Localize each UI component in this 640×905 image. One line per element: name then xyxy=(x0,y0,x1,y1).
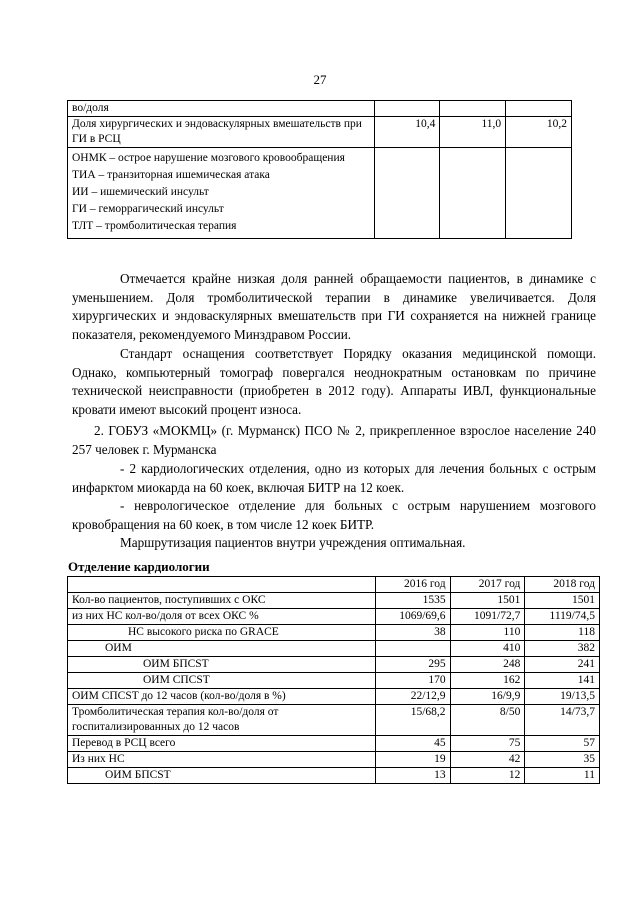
abbreviation: ИИ – ишемический инсульт xyxy=(72,186,209,198)
value-cell: 162 xyxy=(450,673,525,689)
table-row xyxy=(68,752,600,768)
empty-cell xyxy=(440,148,506,239)
value-cell: 14/73,7 xyxy=(525,705,600,736)
table-row xyxy=(68,768,600,784)
value-cell: 11,0 xyxy=(440,117,506,148)
table-row xyxy=(68,641,600,657)
empty-cell xyxy=(374,148,440,239)
section-heading: Отделение кардиологии xyxy=(68,559,210,574)
value-cell xyxy=(375,641,450,657)
value-cell: 410 xyxy=(450,641,525,657)
abbreviation: ОНМК – острое нарушение мозгового кровообращения xyxy=(72,152,345,164)
paragraph-early-admission: Отмечается крайне низкая доля ранней обращаемости пациентов, в динамике с уменьшением. Доля тромболитической терапии в динамике увеличивается. Доля хирургических и эндоваскулярных вмешательств при ГИ сохраняется на нижней границе показателя, рекомендуемого Минздравом России. xyxy=(72,271,596,342)
table-row xyxy=(68,657,600,673)
value-cell: 1501 xyxy=(525,593,600,609)
row-label: ОИМ xyxy=(68,641,376,657)
row-label: Тромболитическая терапия кол-во/доля от госпитализированных до 12 часов xyxy=(68,705,376,736)
paragraph-neurology-department: - неврологическое отделение для больных с острым нарушением мозгового кровобращения на 60 коек, в том числе 12 коек БИТР. xyxy=(72,498,596,532)
table-row xyxy=(68,117,572,148)
value-cell: 1501 xyxy=(450,593,525,609)
paragraph-equipment: Стандарт оснащения соответствует Порядку оказания медицинской помощи. Однако, компьютерный томограф повергался неоднократным остановкам по причине технической неисправности (приобретен в 2012 году). Аппараты ИВЛ, функциональные кровати имеют высокий процент износа. xyxy=(72,346,596,417)
value-cell: 295 xyxy=(375,657,450,673)
value-cell: 170 xyxy=(375,673,450,689)
cardiology-table xyxy=(67,576,600,784)
value-cell: 35 xyxy=(525,752,600,768)
paragraph-cardiology-departments: - 2 кардиологических отделения, одно из которых для лечения больных с острым инфарктом миокарда на 60 коек, включая БИТР на 12 коек. xyxy=(72,461,596,495)
table-row xyxy=(68,673,600,689)
table-row xyxy=(68,736,600,752)
table-row xyxy=(68,705,600,736)
value-cell: 10,2 xyxy=(506,117,572,148)
row-label: во/доля xyxy=(68,101,375,117)
row-label: НС высокого риска по GRACE xyxy=(68,625,376,641)
table-row xyxy=(68,609,600,625)
empty-cell xyxy=(506,148,572,239)
table-row xyxy=(68,593,600,609)
value-cell: 141 xyxy=(525,673,600,689)
paragraph-hospital-2: 2. ГОБУЗ «МОКМЦ» (г. Мурманск) ПСО № 2, прикрепленное взрослое население 240 257 человек г. Мурманска xyxy=(72,423,596,457)
header-cell: 2017 год xyxy=(450,577,525,593)
value-cell xyxy=(506,101,572,117)
abbreviation: ГИ – геморрагический инсульт xyxy=(72,203,224,215)
value-cell: 118 xyxy=(525,625,600,641)
row-label: Доля хирургических и эндоваскулярных вмешательств при ГИ в РСЦ xyxy=(68,117,375,148)
value-cell xyxy=(440,101,506,117)
abbreviations-cell xyxy=(68,148,375,239)
abbreviation: ТИА – транзиторная ишемическая атака xyxy=(72,169,270,181)
value-cell: 13 xyxy=(375,768,450,784)
value-cell: 382 xyxy=(525,641,600,657)
value-cell: 1119/74,5 xyxy=(525,609,600,625)
value-cell: 1091/72,7 xyxy=(450,609,525,625)
page-number: 27 xyxy=(313,72,327,87)
value-cell: 110 xyxy=(450,625,525,641)
paragraph-routing: Маршрутизация пациентов внутри учреждения оптимальная. xyxy=(120,535,466,550)
value-cell: 241 xyxy=(525,657,600,673)
value-cell: 19/13,5 xyxy=(525,689,600,705)
header-cell: 2016 год xyxy=(375,577,450,593)
value-cell: 1535 xyxy=(375,593,450,609)
value-cell: 75 xyxy=(450,736,525,752)
value-cell: 8/50 xyxy=(450,705,525,736)
row-label: Кол-во пациентов, поступивших с ОКС xyxy=(68,593,376,609)
table-row xyxy=(68,689,600,705)
abbreviation: ТЛТ – тромболитическая терапия xyxy=(72,220,237,232)
abbreviations-row xyxy=(68,148,572,239)
value-cell: 57 xyxy=(525,736,600,752)
value-cell: 248 xyxy=(450,657,525,673)
row-label: Перевод в РСЦ всего xyxy=(68,736,376,752)
row-label: из них НС кол-во/доля от всех ОКС % xyxy=(68,609,376,625)
value-cell: 42 xyxy=(450,752,525,768)
value-cell: 15/68,2 xyxy=(375,705,450,736)
value-cell: 45 xyxy=(375,736,450,752)
value-cell: 11 xyxy=(525,768,600,784)
value-cell: 38 xyxy=(375,625,450,641)
row-label: ОИМ СПСST до 12 часов (кол-во/доля в %) xyxy=(68,689,376,705)
header-cell: 2018 год xyxy=(525,577,600,593)
table-row xyxy=(68,625,600,641)
value-cell: 22/12,9 xyxy=(375,689,450,705)
stroke-indicators-table xyxy=(67,100,572,239)
table-row xyxy=(68,101,572,117)
value-cell: 16/9,9 xyxy=(450,689,525,705)
value-cell: 19 xyxy=(375,752,450,768)
row-label: Из них НС xyxy=(68,752,376,768)
row-label: ОИМ БПСST xyxy=(68,768,376,784)
header-cell xyxy=(68,577,376,593)
value-cell xyxy=(374,101,440,117)
value-cell: 10,4 xyxy=(374,117,440,148)
row-label: ОИМ БПСST xyxy=(68,657,376,673)
table-header-row xyxy=(68,577,600,593)
row-label: ОИМ СПСST xyxy=(68,673,376,689)
value-cell: 1069/69,6 xyxy=(375,609,450,625)
value-cell: 12 xyxy=(450,768,525,784)
